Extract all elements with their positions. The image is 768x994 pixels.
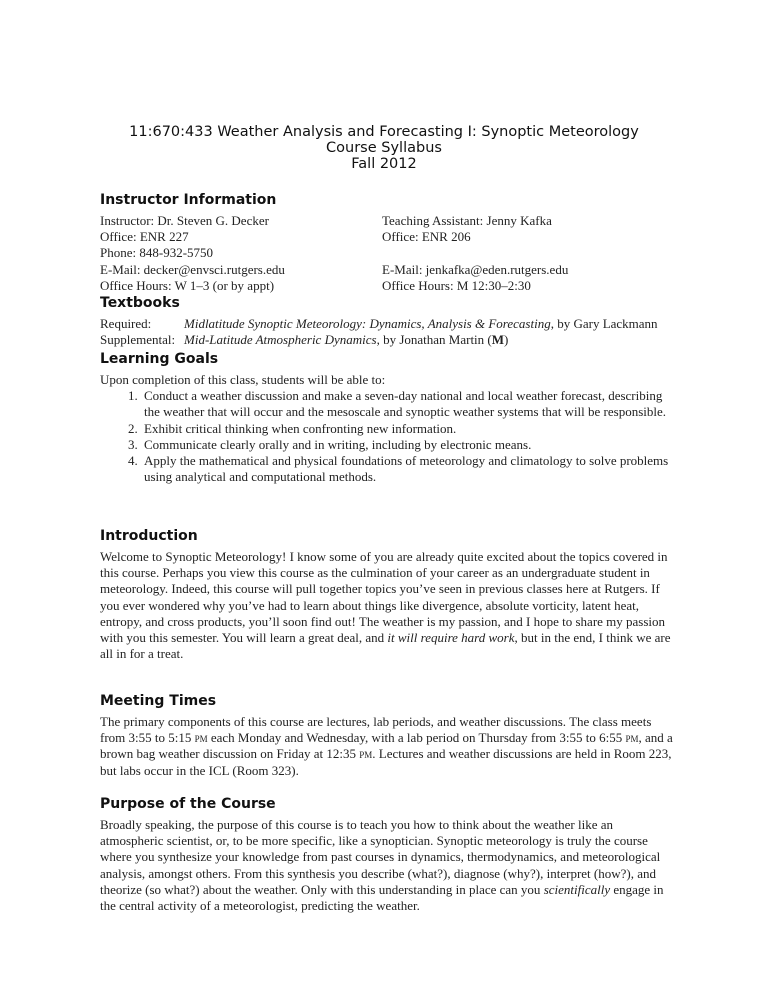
purpose-text: Broadly speaking, the purpose of this course is to teach you how to think about the weather like an atmospheric scientist, or, to be more specific, like a synoptician. Synoptic meteorology is truly the course where you synthesize your knowledge from past courses in dynamics, thermodynamics, and meteorological analysis, amongst others. From this synthesis you describe (what?), diagnose (why?), interpret (how?), and theorize (so what?) about the weather. Only with this understanding in place can you	[100, 817, 661, 897]
pm-label: pm	[194, 730, 208, 746]
goal-item: 4. Apply the mathematical and physical foundations of meteorology and climatology to solve problems using analytical and computational methods.	[141, 453, 676, 485]
textbooks-section	[100, 294, 676, 348]
ta-hours: Office Hours: M 12:30–2:30	[382, 277, 531, 293]
meeting-text: . Lectures and weather discussions are held in Room 223, but labs occur in the ICL (Room 323).	[100, 746, 672, 778]
supplemental-close: )	[504, 332, 509, 348]
goal-item: 1. Conduct a weather discussion and make a seven-day national and local weather forecast, describing the weather that will occur and the mesoscale and synoptic weather systems that will be responsible.	[141, 388, 676, 420]
required-textbook	[100, 316, 676, 332]
instructor-column	[100, 213, 382, 294]
supplemental-label: Supplemental:	[100, 332, 176, 348]
course-title: 11:670:433 Weather Analysis and Forecasting I: Synoptic Meteorology	[129, 124, 639, 140]
pm-label: pm	[625, 730, 639, 746]
term-label: Fall 2012	[351, 156, 417, 173]
required-title: Midlatitude Synoptic Meteorology: Dynamics, Analysis & Forecasting	[184, 316, 551, 331]
purpose-emphasis: scientifically	[543, 881, 611, 897]
ta-email[interactable]: E-Mail: jenkafka@eden.rutgers.edu	[382, 261, 569, 277]
goal-item: 3. Communicate clearly orally and in writing, including by electronic means.	[141, 437, 676, 453]
meeting-times-section	[100, 692, 676, 779]
purpose-section	[100, 795, 676, 914]
purpose-text-end: engage in the central activity of a meteorologist, predicting the weather.	[100, 881, 664, 914]
document-title	[0, 124, 768, 173]
meeting-text: , and a brown bag weather discussion on Friday at 12:35	[100, 730, 673, 762]
purpose-paragraph	[100, 817, 676, 914]
required-label: Required:	[100, 316, 152, 331]
supplemental-textbook	[100, 332, 676, 348]
goal-item: 2. Exhibit critical thinking when confronting new information.	[141, 421, 676, 437]
learning-goals-section	[100, 350, 676, 485]
instructor-hours: Office Hours: W 1–3 (or by appt)	[100, 277, 275, 293]
instructor-section	[100, 191, 676, 294]
supplemental-title: Mid-Latitude Atmospheric Dynamics	[184, 332, 377, 348]
section-heading: Textbooks	[100, 295, 180, 311]
introduction-section	[100, 527, 676, 662]
ta-office: Office: ENR 206	[382, 229, 471, 245]
goals-intro: Upon completion of this class, students will be able to:	[100, 372, 386, 387]
intro-text: Welcome to Synoptic Meteorology! I know some of you are already quite excited about the topics covered in this course. Perhaps you view this course as the culmination of your career as an undergraduate student in meteorology. Indeed, this course will pull together topics you’ve seen in previous classes here at Rutgers. If you ever wondered why you’ve had to learn about things like divergence, absolute vorticity, latent heat, entropy, and cross products, you’ll soon find out! The weather is my passion, and I hope to share my passion with you this semester. You will learn a great deal, and	[100, 549, 668, 646]
ta-blank	[382, 245, 660, 261]
pm-label: pm	[359, 746, 373, 762]
instructor-office: Office: ENR 227	[100, 229, 189, 245]
required-author: , by Gary Lackmann	[550, 316, 658, 331]
section-heading: Meeting Times	[100, 693, 217, 709]
section-heading: Purpose of the Course	[100, 796, 276, 812]
meeting-paragraph	[100, 714, 676, 779]
section-heading: Instructor Information	[100, 192, 277, 208]
instructor-name: Instructor: Dr. Steven G. Decker	[100, 213, 269, 228]
goals-list	[100, 388, 676, 485]
intro-emphasis: it will require hard work	[387, 630, 515, 646]
ta-column	[382, 213, 660, 294]
supplemental-abbr: M	[491, 332, 505, 348]
meeting-text: each Monday and Wednesday, with a lab period on Thursday from 3:55 to 6:55	[207, 730, 626, 746]
ta-name: Teaching Assistant: Jenny Kafka	[382, 213, 552, 228]
syllabus-label: Course Syllabus	[326, 140, 442, 157]
supplemental-author: , by Jonathan Martin (	[376, 332, 492, 348]
introduction-paragraph	[100, 549, 676, 662]
section-heading: Learning Goals	[100, 351, 219, 367]
intro-text-end: , but in the end, I think we are all in for a treat.	[100, 630, 671, 662]
meeting-text: The primary components of this course are lectures, lab periods, and weather discussions. The class meets from 3:55 to 5:15	[100, 714, 652, 746]
instructor-email[interactable]: E-Mail: decker@envsci.rutgers.edu	[100, 261, 285, 277]
instructor-phone: Phone: 848-932-5750	[100, 245, 214, 261]
section-heading: Introduction	[100, 528, 198, 544]
